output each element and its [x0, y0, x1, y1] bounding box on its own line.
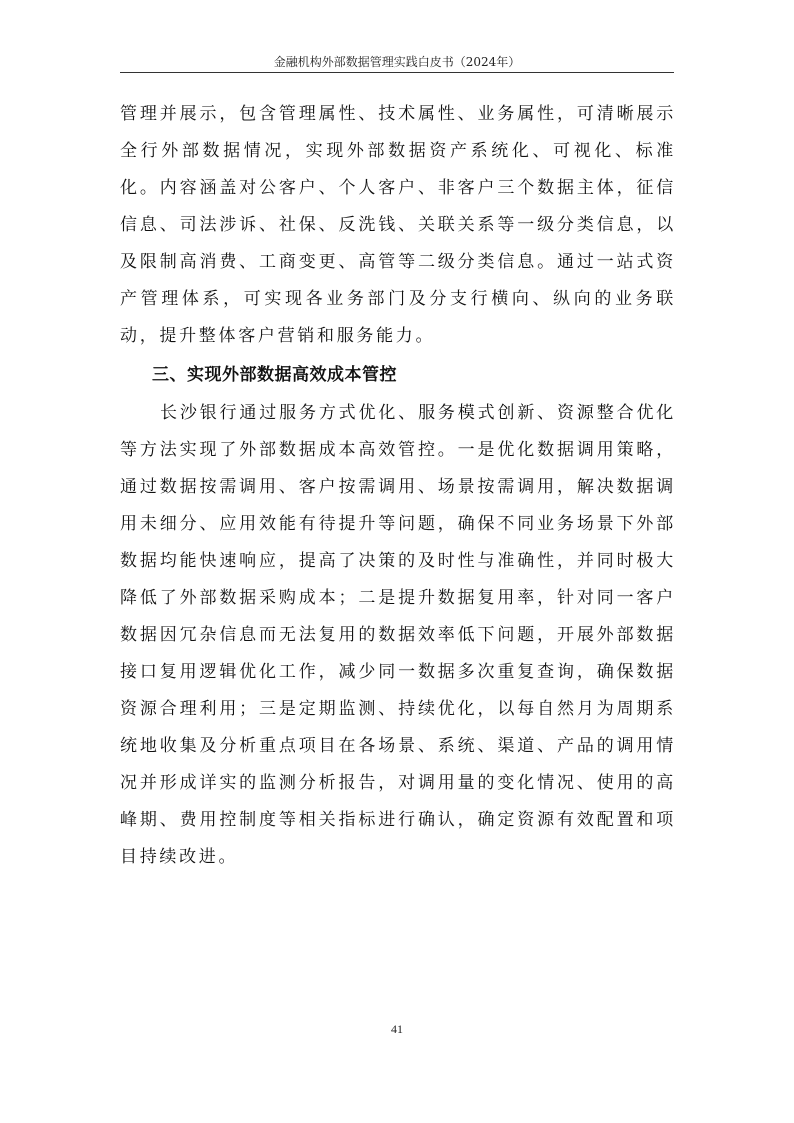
body-paragraph-continued: 管理并展示，包含管理属性、技术属性、业务属性，可清晰展示全行外部数据情况，实现外部数据资产系统化、可视化、标准化。内容涵盖对公客户、个人客户、非客户三个数据主体，征信信息、司法涉诉、社保、反洗钱、关联关系等一级分类信息，以及限制高消费、工商变更、高管等二级分类信息。通过一站式资产管理体系，可实现各业务部门及分支行横向、纵向的业务联动，提升整体客户营销和服务能力。 [120, 104, 676, 346]
body-paragraph: 长沙银行通过服务方式优化、服务模式创新、资源整合优化等方法实现了外部数据成本高效管控。一是优化数据调用策略，通过数据按需调用、客户按需调用、场景按需调用，解决数据调用未细分、应用效能有待提升等问题，确保不同业务场景下外部数据均能快速响应，提高了决策的及时性与准确性，并同时极大降低了外部数据采购成本；二是提升数据复用率，针对同一客户数据因冗杂信息而无法复用的数据效率低下问题，开展外部数据接口复用逻辑优化工作，减少同一数据多次重复查询，确保数据资源合理利用；三是定期监测、持续优化，以每自然月为周期系统地收集及分析重点项目在各场景、系统、渠道、产品的调用情况并形成详实的监测分析报告，对调用量的变化情况、使用的高峰期、费用控制度等相关指标进行确认，确定资源有效配置和项目持续改进。 [120, 403, 676, 867]
section-heading: 三、实现外部数据高效成本管控 [152, 365, 397, 385]
header-divider [120, 72, 674, 73]
running-header: 金融机构外部数据管理实践白皮书（2024年） [273, 55, 521, 69]
page-number: 41 [391, 1022, 403, 1036]
body-content [120, 96, 676, 876]
